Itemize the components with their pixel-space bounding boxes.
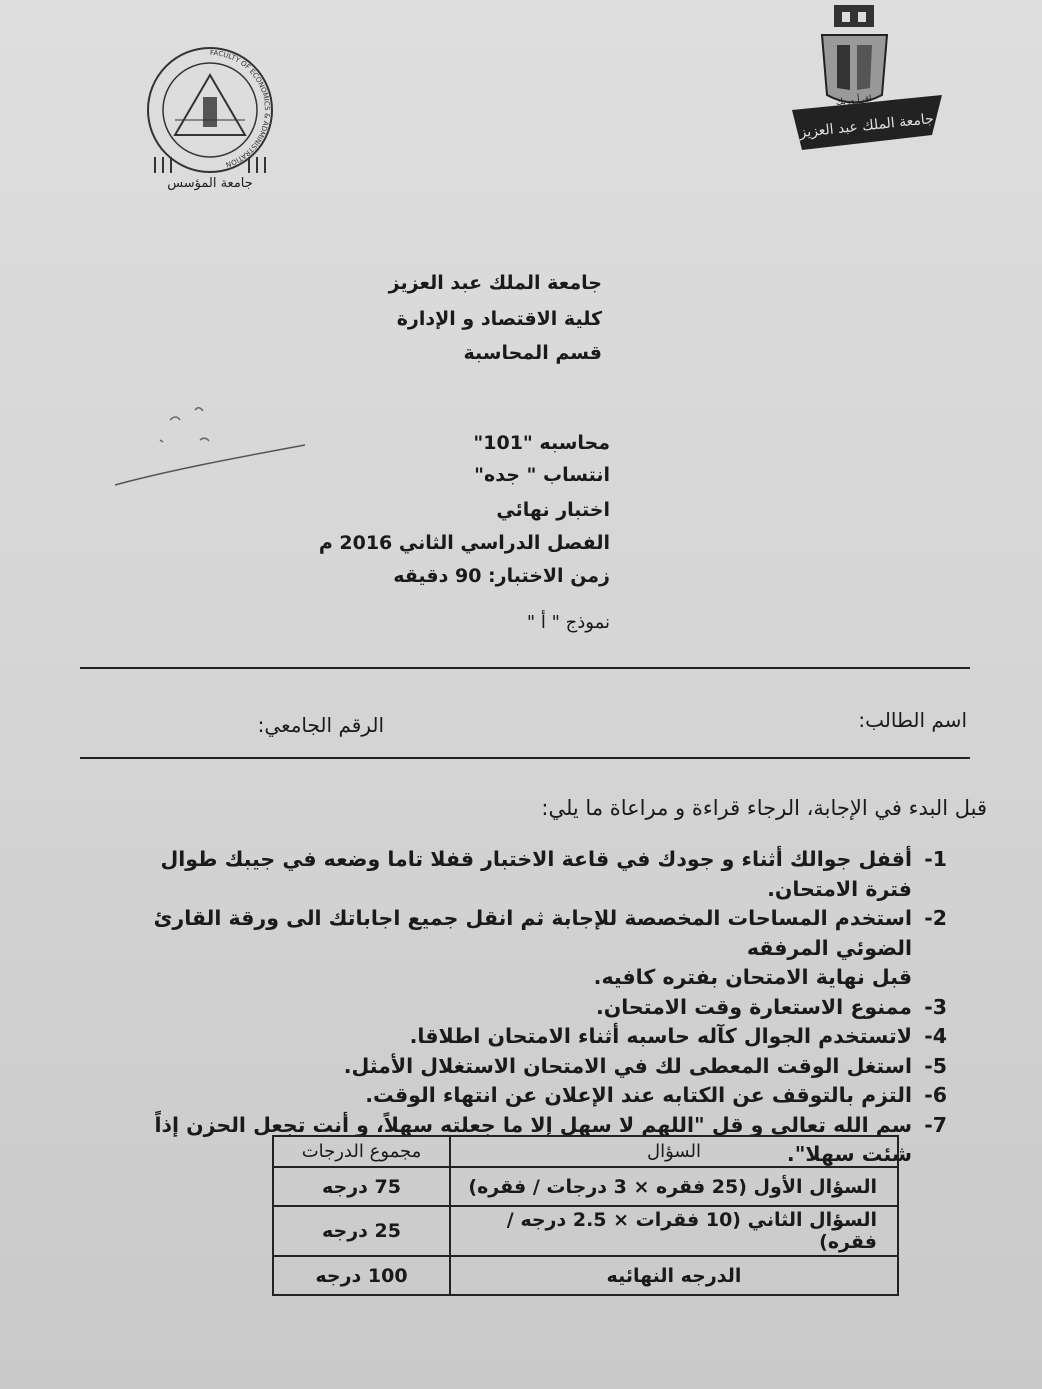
item-number: 5- [924,1053,947,1078]
item-text: ممنوع الاستعارة وقت الامتحان. [595,994,912,1019]
list-item [107,845,947,904]
item-text: سم الله تعالى و قل "اللهم لا سهل إلا ما جعلته سهلاً، و أنت تجعل الحزن إذاً شئت سهلا". [154,1112,912,1166]
question-cell: الدرجه النهائيه [450,1256,898,1295]
scores-table [272,1135,899,1296]
item-text: أقفل جوالك أثناء و جودك في قاعة الاختبار قفلا تاما وضعه في جيبك طوال فترة الامتحان. [160,847,912,901]
faculty-seal-logo [135,35,285,195]
item-number: 4- [924,1024,947,1048]
total-cell: 25 درجه [273,1206,450,1256]
item-text: لاتستخدم الجوال كآله حاسبه أثناء الامتحان اطلاقا. [409,1024,912,1048]
item-number: 1- [924,847,947,871]
course-title: محاسبه "101" [473,432,610,454]
item-text: استخدم المساحات المخصصة للإجابة ثم انقل جميع اجاباتك الى ورقة القارئ الضوئي المرفقه [153,906,912,960]
seal-ring-text: FACULTY OF ECONOMICS & ADMINISTRATION [209,48,271,169]
list-item-continuation [107,963,947,993]
item-number: 6- [924,1083,947,1107]
handwritten-scribble [110,395,310,495]
emblem-small-text: اقرأ وربك [835,94,873,108]
item-text: استغل الوقت المعطى لك في الامتحان الاستغلال الأمثل. [343,1053,912,1078]
item-number: 2- [924,906,947,930]
student-id-label: الرقم الجامعي: [257,713,384,737]
exam-duration: زمن الاختبار: 90 دقيقه [393,565,610,587]
item-number: 7- [924,1112,947,1137]
list-item [107,1052,947,1082]
instructions-intro: قبل البدء في الإجابة، الرجاء قراءة و مراعاة ما يلي: [541,796,987,820]
list-item [107,1081,947,1111]
emblem-banner-text: جامعة الملك عبد العزيز [798,111,935,142]
list-item [107,993,947,1023]
instructions-list [107,845,947,1170]
table-row [273,1256,898,1295]
seal-bottom-text: جامعة المؤسس [167,176,253,191]
exam-type: اختبار نهائي [496,499,610,521]
item-text: التزم بالتوقف عن الكتابه عند الإعلان عن انتهاء الوقت. [365,1083,912,1107]
table-row [273,1167,898,1206]
university-emblem-logo [782,0,947,160]
item-number: 3- [924,994,947,1019]
exam-model: نموذج " أ " [526,612,610,633]
total-cell: 100 درجه [273,1256,450,1295]
semester: الفصل الدراسي الثاني 2016 م [318,532,610,554]
university-name: جامعة الملك عبد العزيز [388,272,602,294]
total-cell: 75 درجه [273,1167,450,1206]
item-text: قبل نهاية الامتحان بفتره كافيه. [593,965,912,989]
list-item [107,1022,947,1052]
table-row [273,1206,898,1256]
faculty-name: كلية الاقتصاد و الإدارة [396,308,602,330]
header-total: مجموع الدرجات [273,1136,450,1167]
table-header-row [273,1136,898,1167]
svg-text:FACULTY OF ECONOMICS & ADMINIS [210,49,271,169]
divider-top [80,667,970,669]
department-name: قسم المحاسبة [463,342,602,364]
question-cell: السؤال الثاني (10 فقرات × 2.5 درجه / فقره) [450,1206,898,1256]
program-title: انتساب " جده" [474,464,610,486]
question-cell: السؤال الأول (25 فقره × 3 درجات / فقره) [450,1167,898,1206]
header-question: السؤال [450,1136,898,1167]
student-name-label: اسم الطالب: [858,708,967,732]
list-item [107,904,947,963]
divider-bottom [80,757,970,759]
